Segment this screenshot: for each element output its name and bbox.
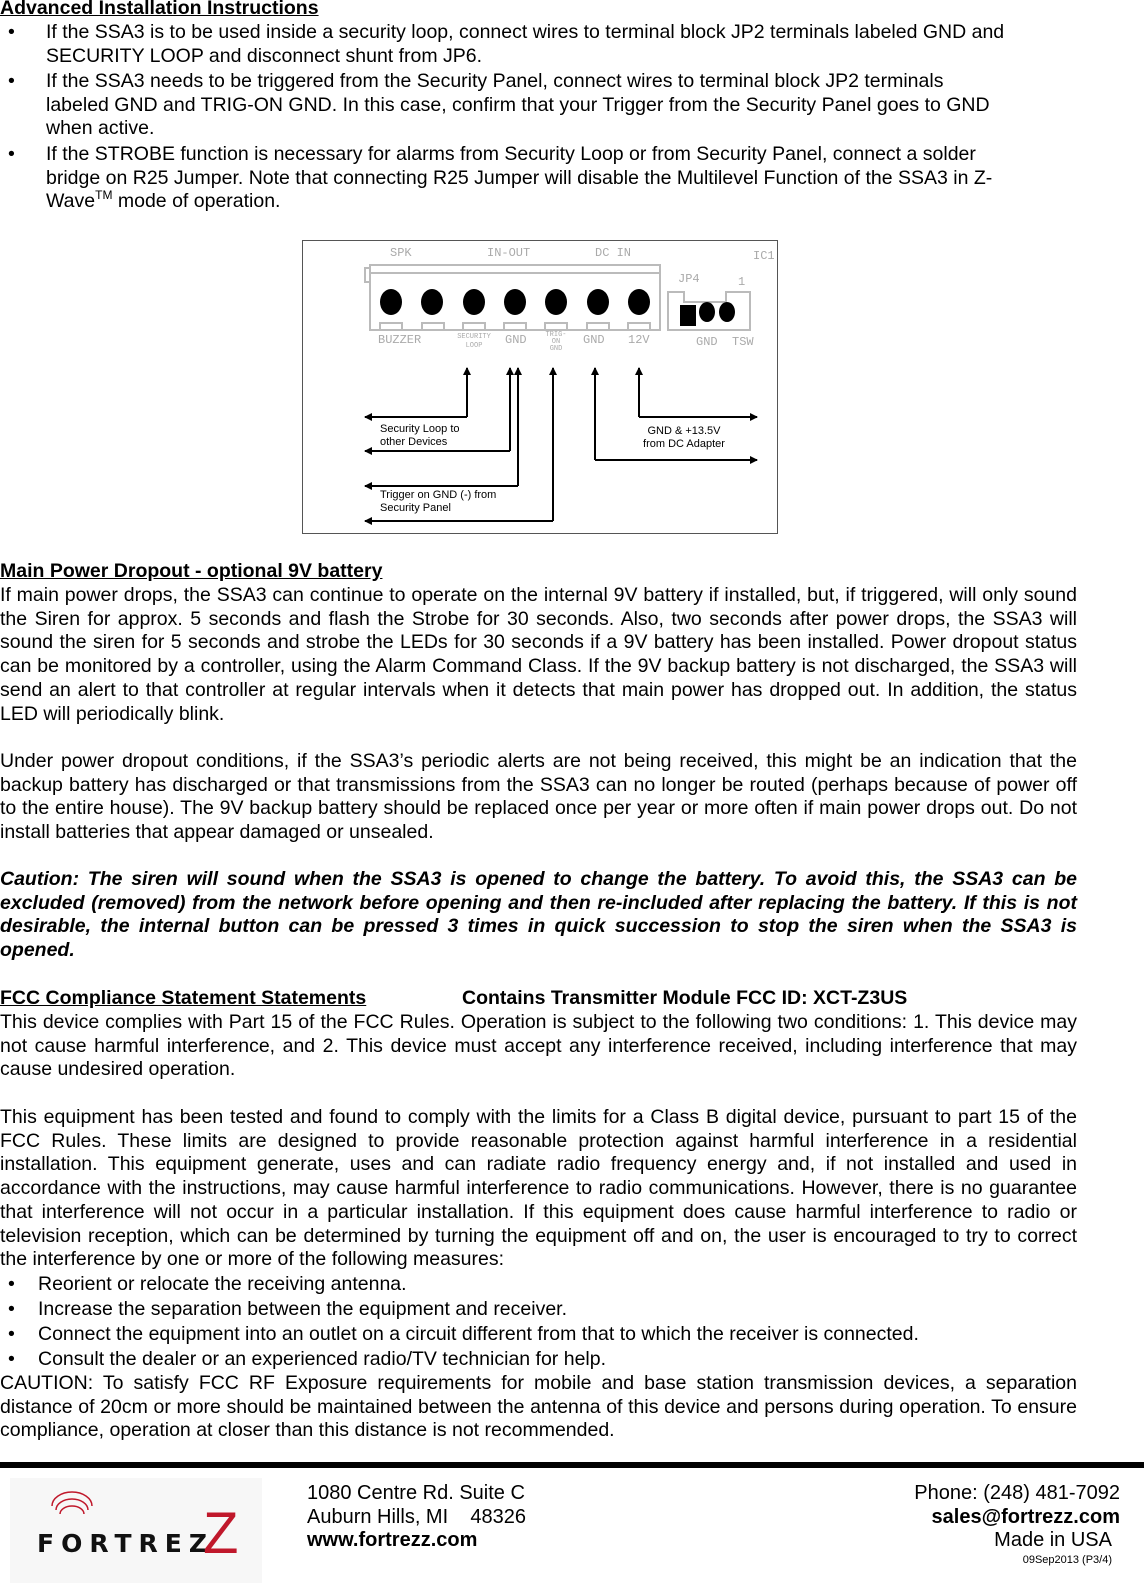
diagram-label: GND & +13.5V [647,425,721,437]
footer-contact [914,1482,1120,1567]
measure-text: Consult the dealer or an experienced radio/TV technician for help. [38,1348,607,1370]
fcc-paragraph-2: This equipment has been tested and found to comply with the limits for a Class B digital device, pursuant to part 15 of the FCC Rules. These limits are designed to provide reasonable protection against harmful interference in a residential installation. This equipment generate, uses and can radiate radio frequency energy and, if not installed and used in accordance with the instructions, may cause harmful interference to radio communications. However, there is no guarantee that interference will not occur in a particular installation. If this equipment does cause harmful interference to radio or television reception, which can be determined by turning the equipment off and on, the user is encouraged to try to correct the interference by one or more of the following measures: [0,1106,1077,1271]
label-in-out: IN-OUT [487,246,531,260]
email-link[interactable]: sales@fortrezz.com [931,1505,1120,1528]
measure-text: Increase the separation between the equipment and receiver. [38,1298,568,1320]
bullet-icon: • [8,1273,15,1295]
diagram-label: other Devices [380,436,448,448]
bullet-text: If the SSA3 is to be used inside a security loop, connect wires to terminal block JP2 terminals labeled GND and SECURITY LOOP and disconnect shunt from JP6. [46,21,1005,67]
bullet-icon: • [8,143,15,165]
power-paragraph-2: Under power dropout conditions, if the SSA3’s periodic alerts are not being received, this might be an indication that the backup battery has discharged or that transmissions from the SSA3 can no longer be routed (perhaps because of power off to the entire house). The 9V backup battery should be replaced once per year or more often if main power drops out. Do not install batteries that appear damaged or unsealed. [0,750,1077,844]
website-link[interactable]: www.fortrezz.com [307,1529,478,1551]
measure-item [8,1323,1008,1347]
diagram-label: ON [551,338,561,346]
diagram-label: TRIG- [545,331,567,339]
address-line-1: 1080 Centre Rd. Suite C [307,1482,525,1504]
label-12v: 12V [628,333,650,347]
footer-address [307,1482,526,1553]
made-in: Made in USA [994,1529,1112,1551]
diagram-label: SECURITY [457,333,491,341]
bullet-item [8,143,1008,215]
label-gnd: GND [583,333,605,347]
label-spk: SPK [390,246,412,260]
diagram-border [303,241,778,534]
bullet-text [46,143,1006,214]
fortrezz-logo [10,1478,262,1583]
fcc-module-id: Contains Transmitter Module FCC ID: XCT-Z3US [462,987,908,1009]
bullet-item [8,70,1008,142]
fcc-heading: FCC Compliance Statement Statements [0,987,367,1009]
power-heading: Main Power Dropout - optional 9V battery [0,560,383,582]
logo-wordmark: FORTREZ [37,1529,214,1558]
bullet-icon: • [8,1323,15,1345]
label-ic1: IC1 [753,249,775,263]
bullet-icon: • [8,70,15,92]
diagram-label: GND [549,345,563,353]
bullet-icon: • [8,1348,15,1370]
advanced-heading: Advanced Installation Instructions [0,0,319,19]
diagram-label: from DC Adapter [643,438,725,450]
rf-exposure-caution: CAUTION: To satisfy FCC RF Exposure requirements for mobile and base station transmission devices, a separation distance of 20cm or more should be maintained between the antenna of this device and persons during operation. To ensure compliance, operation at closer than this distance is not recommended. [0,1372,1077,1442]
measure-text: Connect the equipment into an outlet on a circuit different from that to which the receiver is connected. [38,1323,919,1345]
diagram-label: Security Panel [380,502,451,514]
bullet-text-tail: mode of operation. [112,190,281,213]
measure-item [8,1348,1008,1372]
wiring-diagram [302,240,778,534]
bullet-icon: • [8,1298,15,1320]
phone: Phone: (248) 481-7092 [914,1482,1120,1504]
label-jp4: JP4 [678,272,700,286]
power-paragraph-1: If main power drops, the SSA3 can continue to operate on the internal 9V battery if installed, but, if triggered, will only sound the Siren for approx. 5 seconds and flash the Strobe for 30 seconds. Also, two seconds after power drops, the SSA3 will sound the siren for 5 seconds and strobe the LEDs for 30 seconds if a 9V battery has been installed. Power dropout status can be monitored by a controller, using the Alarm Command Class. If the 9V backup battery is not discharged, the SSA3 will send an alert to that controller at regular intervals when it detects that main power has dropped out. In addition, the status LED will periodically blink. [0,584,1077,725]
label-gnd-tsw: GND TSW [696,335,754,349]
measure-item [8,1273,1008,1297]
footer-divider [0,1462,1144,1468]
battery-caution: Caution: The siren will sound when the SSA3 is opened to change the battery. To avoid this, the SSA3 can be excluded (removed) from the network before opening and then re-included after replacing the battery. If this is not desirable, the internal button can be pressed 3 times in quick succession to stop the siren when the SSA3 is opened. [0,868,1077,962]
address-line-2: Auburn Hills, MI 48326 [307,1505,526,1528]
fcc-paragraph-1: This device complies with Part 15 of the FCC Rules. Operation is subject to the following two conditions: 1. This device may not cause harmful interference, and 2. This device must accept any interference received, including interference that may cause undesired operation. [0,1011,1077,1081]
bullet-icon: • [8,21,15,43]
bullet-text-main: If the STROBE function is necessary for alarms from Security Loop or from Security Panel, connect a solder bridge on R25 Jumper. Note that connecting R25 Jumper will disable the Multilevel Function of the SSA3 in Z-Wave [46,143,993,213]
diagram-label: Trigger on GND (-) from [380,489,497,501]
measure-item [8,1298,1008,1322]
label-gnd: GND [505,333,527,347]
diagram-label: 1 [738,275,746,289]
trademark: TM [95,188,113,203]
label-dc-in: DC IN [595,246,632,260]
logo-z: Z [203,1501,239,1566]
measure-text: Reorient or relocate the receiving antenna. [38,1273,407,1295]
diagram-label: Security Loop to [380,423,460,435]
revision-date: 09Sep2013 (P3/4) [1022,1553,1112,1566]
bullet-item [8,21,1008,69]
label-buzzer: BUZZER [378,333,422,347]
diagram-label: LOOP [465,342,483,350]
bullet-text: If the SSA3 needs to be triggered from the Security Panel, connect wires to terminal block JP2 terminals labeled GND and TRIG-ON GND. In this case, confirm that your Trigger from the Security Panel goes to GND when active. [46,70,990,140]
